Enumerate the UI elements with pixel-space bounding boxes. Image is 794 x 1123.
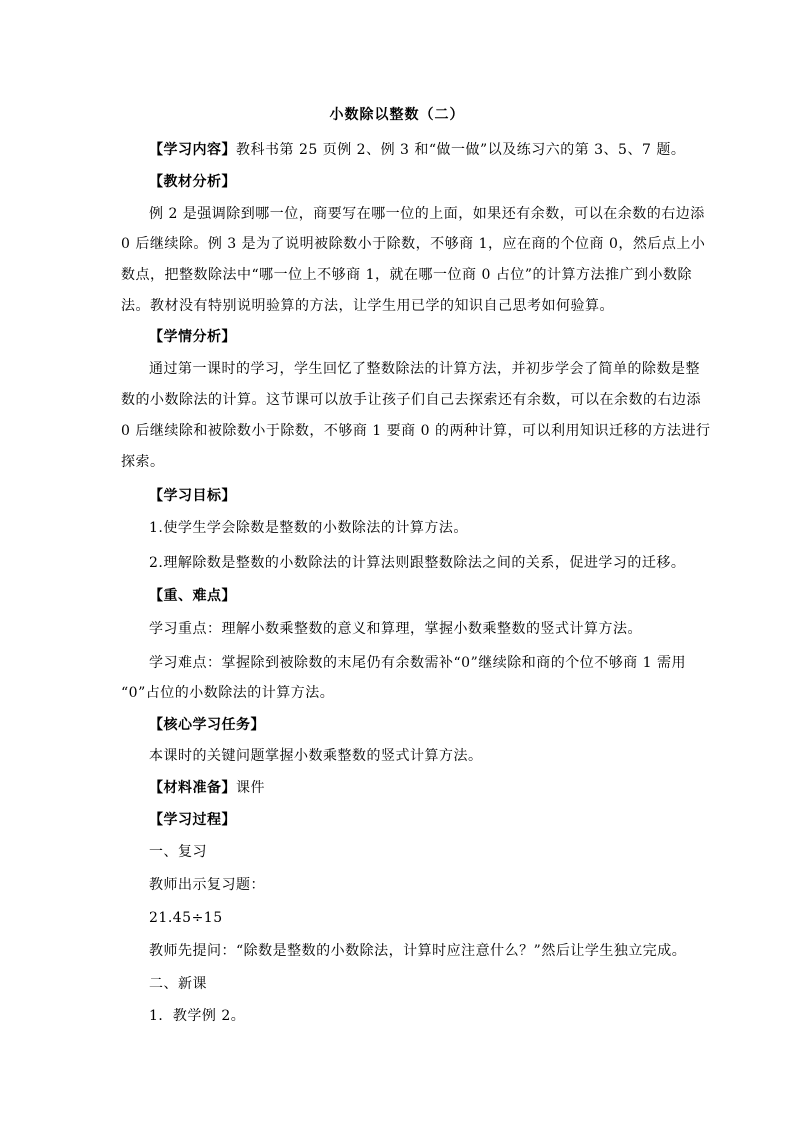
learner-analysis-heading: 【学情分析】 [149,329,236,345]
materials-label: 【材料准备】 [149,780,236,796]
textbook-line: 例 2 是强调除到哪一位，商要写在哪一位的上面，如果还有余数，可以在余数的右边添 [149,206,705,222]
core-task-text: 本课时的关键问题掌握小数乘整数的竖式计算方法。 [149,748,483,764]
learning-content [149,140,709,160]
materials [149,778,709,798]
core-task-heading: 【核心学习任务】 [149,717,265,733]
difficult-point: “0”占位的小数除法的计算方法。 [121,685,335,701]
textbook-line: 数点，把整数除法中“哪一位上不够商 1，就在哪一位商 0 占位”的计算方法推广到小数除 [121,267,692,283]
review-problem: 21.45÷15 [149,910,223,926]
learning-goals-heading: 【学习目标】 [149,488,236,504]
learner-line: 数的小数除法的计算。这节课可以放手让孩子们自己去探索还有余数，可以在余数的右边添 [121,392,701,408]
learner-line: 0 后继续除和被除数小于除数，不够商 1 要商 0 的两种计算，可以利用知识迁移的方法进行 [121,423,711,439]
process-heading: 【学习过程】 [149,812,236,828]
key-difficult-heading: 【重、难点】 [149,588,236,604]
key-point: 学习重点：理解小数乘整数的意义和算理，掌握小数乘整数的竖式计算方法。 [149,621,642,637]
textbook-line: 0 后继续除。例 3 是为了说明被除数小于除数，不够商 1，应在商的个位商 0，然后点上小 [121,236,706,252]
learner-line: 探索。 [121,454,165,470]
learning-content-label: 【学习内容】 [149,142,236,158]
page-title: 小数除以整数（二） [329,107,465,123]
teacher-question: 教师先提问：“除数是整数的小数除法，计算时应注意什么？”然后让学生独立完成。 [149,943,687,959]
goal-item: 1.使学生学会除数是整数的小数除法的计算方法。 [149,520,468,536]
review-intro: 教师出示复习题： [149,877,265,893]
section-heading: 一、复习 [149,844,207,860]
goal-item: 2.理解除数是整数的小数除法的计算法则跟整数除法之间的关系，促进学习的迁移。 [149,555,686,571]
section-heading: 二、新课 [149,976,207,992]
learning-content-text: 教科书第 25 页例 2、例 3 和“做一做”以及练习六的第 3、5、7 题。 [236,142,686,158]
textbook-line: 法。教材没有特别说明验算的方法，让学生用已学的知识自己思考如何验算。 [121,298,614,314]
difficult-point: 学习难点：掌握除到被除数的末尾仍有余数需补“0”继续除和商的个位不够商 1 需用 [149,655,687,671]
example-item: 1．教学例 2。 [149,1008,246,1024]
learner-line: 通过第一课时的学习，学生回忆了整数除法的计算方法，并初步学会了简单的除数是整 [149,361,700,377]
textbook-analysis-heading: 【教材分析】 [149,174,236,190]
materials-text: 课件 [236,780,265,796]
